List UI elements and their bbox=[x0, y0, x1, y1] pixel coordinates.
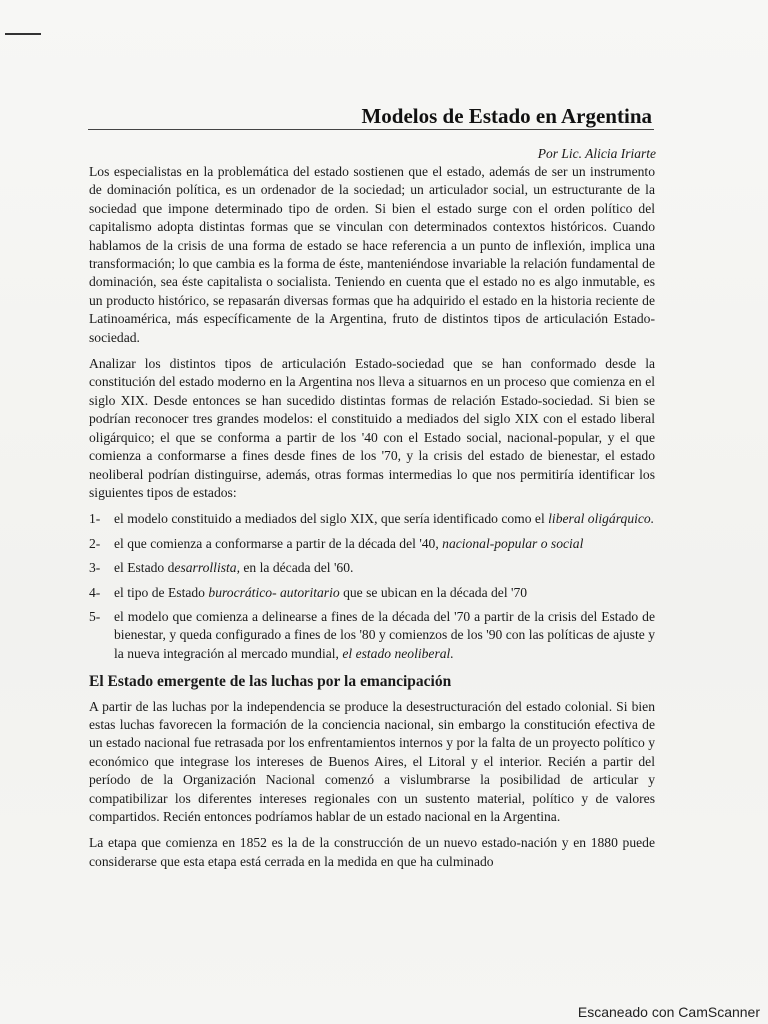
list-item-emphasis: nacional-popular o social bbox=[442, 535, 584, 551]
models-paragraph: Analizar los distintos tipos de articulación Estado-sociedad que se han conformado desde la constitución del estado moderno en la Argentina nos lleva a situarnos en un proceso que comienza en el siglo XIX. Desde entonces se han sucedido distintas formas de relación Estado-sociedad. Si bien se podrían reconocer tres grandes modelos: el constituido a mediados del siglo XIX con el estado liberal oligárquico; el que se conforma a partir de los '40 con el Estado social, nacional-popular, y el que comienza a conformarse a fines desde fines de los '70, y la crisis del estado de bienestar, el estado neoliberal podrían distinguirse, además, otras formas intermedias lo que nos permitiría identificar los siguientes tipos de estados: bbox=[89, 356, 655, 500]
state-models-list bbox=[89, 510, 655, 663]
list-item bbox=[89, 559, 655, 577]
list-item bbox=[89, 535, 655, 553]
list-item bbox=[89, 608, 655, 663]
list-item-emphasis: el estado neoliberal. bbox=[342, 645, 454, 661]
author-byline: Por Lic. Alicia Iriarte bbox=[537, 146, 656, 161]
list-item-text-after: que se ubican en la década del '70 bbox=[339, 584, 528, 600]
scan-mark bbox=[5, 33, 41, 35]
list-item bbox=[89, 584, 655, 602]
list-item-emphasis: esarrollista, bbox=[174, 560, 240, 576]
list-item-number: 5- bbox=[89, 608, 101, 624]
section-paragraph: A partir de las luchas por la independencia se produce la desestructuración del estado colonial. Si bien estas luchas favorecen la formación de la conciencia nacional, sin embargo la constitución efectiva de un estado nacional fue retrasada por los enfrentamientos internos y por la falta de un proyecto político y económico que integrase los intereses de Buenos Aires, el Litoral y el interior. Recién a partir del período de la Organización Nacional comenzó a vislumbrarse la posibilidad de articular y compatibilizar los diferentes intereses regionales con un sustento material, político y de valores compartidos. Recién entonces podríamos hablar de un estado nacional en la Argentina. bbox=[89, 698, 655, 824]
list-item-number: 1- bbox=[89, 511, 101, 527]
title-underline bbox=[88, 129, 654, 130]
list-item-text: el modelo constituido a mediados del siglo XIX, que sería identificado como el bbox=[114, 511, 549, 527]
list-item-number: 2- bbox=[89, 535, 101, 551]
section-paragraph: La etapa que comienza en 1852 es la de la construcción de un nuevo estado-nación y en 1880 puede considerarse que esta etapa está cerrada en la medida en que ha culminado bbox=[89, 835, 655, 869]
list-item-number: 3- bbox=[89, 560, 101, 576]
list-item-emphasis: burocrático- autoritario bbox=[208, 584, 340, 600]
list-item-text-after: en la década del '60. bbox=[240, 560, 354, 576]
intro-paragraph: Los especialistas en la problemática del estado sostienen que el estado, además de ser un instrumento de dominación política, es un ordenador de la sociedad; un articulador social, un estructurante de la sociedad que impone determinado tipo de orden. Si bien el estado surge con el orden político del capitalismo adopta distintas formas que se vinculan con determinados contextos históricos. Cuando hablamos de la crisis de una forma de estado se hace referencia a un punto de inflexión, implica una transformación; lo que cambia es la forma de éste, manteniéndose invariable la relación fundamental de dominación, sea éste capitalista o socialista. Teniendo en cuenta que el estado no es algo inmutable, es un producto histórico, se repasarán diversas formas que ha adquirido el estado en la historia reciente de Latinoamérica, más específicamente de la Argentina, fruto de distintos tipos de articulación Estado-sociedad. bbox=[89, 164, 655, 345]
document-title: Modelos de Estado en Argentina bbox=[361, 104, 652, 128]
list-item-emphasis: liberal oligárquico. bbox=[548, 511, 655, 527]
list-item-text: el que comienza a conformarse a partir de la década del '40, bbox=[114, 535, 443, 551]
list-item-text: el tipo de Estado bbox=[114, 584, 209, 600]
section-heading: El Estado emergente de las luchas por la emancipación bbox=[89, 673, 452, 691]
list-item-text: el modelo que comienza a delinearse a fines de la década del '70 a partir de la crisis del Estado de bienestar, y queda configurado a fines de los '80 y comienzos de los '90 con las políticas de ajuste y la nueva integración al mercado mundial, bbox=[114, 608, 655, 661]
list-item bbox=[89, 510, 655, 528]
list-item-text: el Estado d bbox=[114, 560, 175, 576]
camscanner-watermark: Escaneado con CamScanner bbox=[577, 1004, 760, 1020]
list-item-number: 4- bbox=[89, 584, 101, 600]
document-body bbox=[89, 163, 655, 879]
